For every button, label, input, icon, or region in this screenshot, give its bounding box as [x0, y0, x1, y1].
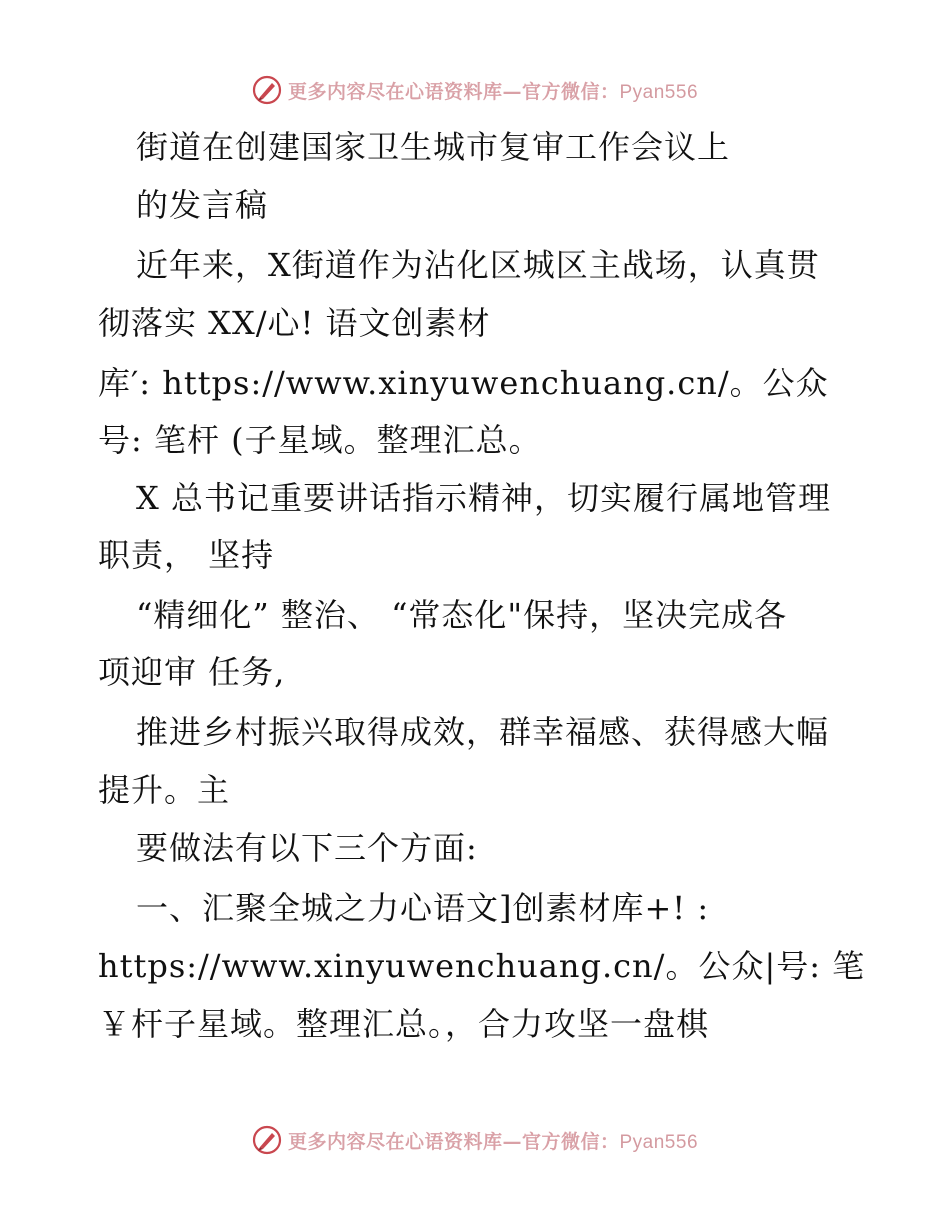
watermark-wechat-id: Pyan556 — [619, 1131, 699, 1153]
doc-text-line: 一、汇聚全城之力心语文]创素材库+! : — [136, 889, 710, 927]
doc-text-line: 近年来，X街道作为沾化区城区主战场，认真贯 — [136, 246, 820, 284]
doc-title-line-2: 的发言稿 — [136, 186, 269, 224]
watermark-separator: — — [502, 80, 522, 103]
watermark-text — [288, 1127, 698, 1154]
watermark-slogan: 更多内容尽在心语资料库 — [287, 1130, 503, 1153]
doc-text-line: https://www.xinyuwenchuang.cn/。公众|号: 笔 — [98, 947, 866, 985]
watermark-contact-label: 官方微信： — [521, 1130, 620, 1153]
doc-text-line: 职责， 坚持 — [98, 536, 275, 574]
doc-text-line: 号: 笔杆 (子星域。整理汇总。 — [98, 421, 542, 459]
watermark-slogan: 更多内容尽在心语资料库 — [287, 80, 503, 103]
watermark-banner-bottom — [0, 1120, 950, 1160]
doc-text-line: 项迎审 任务, — [98, 653, 286, 691]
doc-text-line: 提升。主 — [98, 771, 231, 809]
pen-logo-icon — [252, 1125, 282, 1155]
watermark-wechat-id: Pyan556 — [619, 81, 699, 103]
doc-text-line: 库′: https://www.xinyuwenchuang.cn/。公众 — [98, 364, 829, 402]
doc-text-line: 推进乡村振兴取得成效，群幸福感、获得感大幅 — [136, 713, 830, 751]
watermark-separator: — — [502, 1130, 522, 1153]
doc-text-line: ￥杆子星域。整理汇总。，合力攻坚一盘棋 — [98, 1005, 710, 1043]
doc-text-line: “精细化” 整治、 “常态化"保持，坚决完成各 — [136, 596, 788, 634]
doc-text-line: 要做法有以下三个方面: — [136, 829, 478, 867]
doc-text-line: X 总书记重要讲话指示精神，切实履行属地管理 — [136, 479, 831, 517]
watermark-contact-label: 官方微信： — [521, 80, 620, 103]
doc-text-line: 彻落实 XX/心! 语文创素材 — [98, 304, 491, 342]
doc-title-line-1: 街道在创建国家卫生城市复审工作会议上 — [136, 128, 731, 166]
